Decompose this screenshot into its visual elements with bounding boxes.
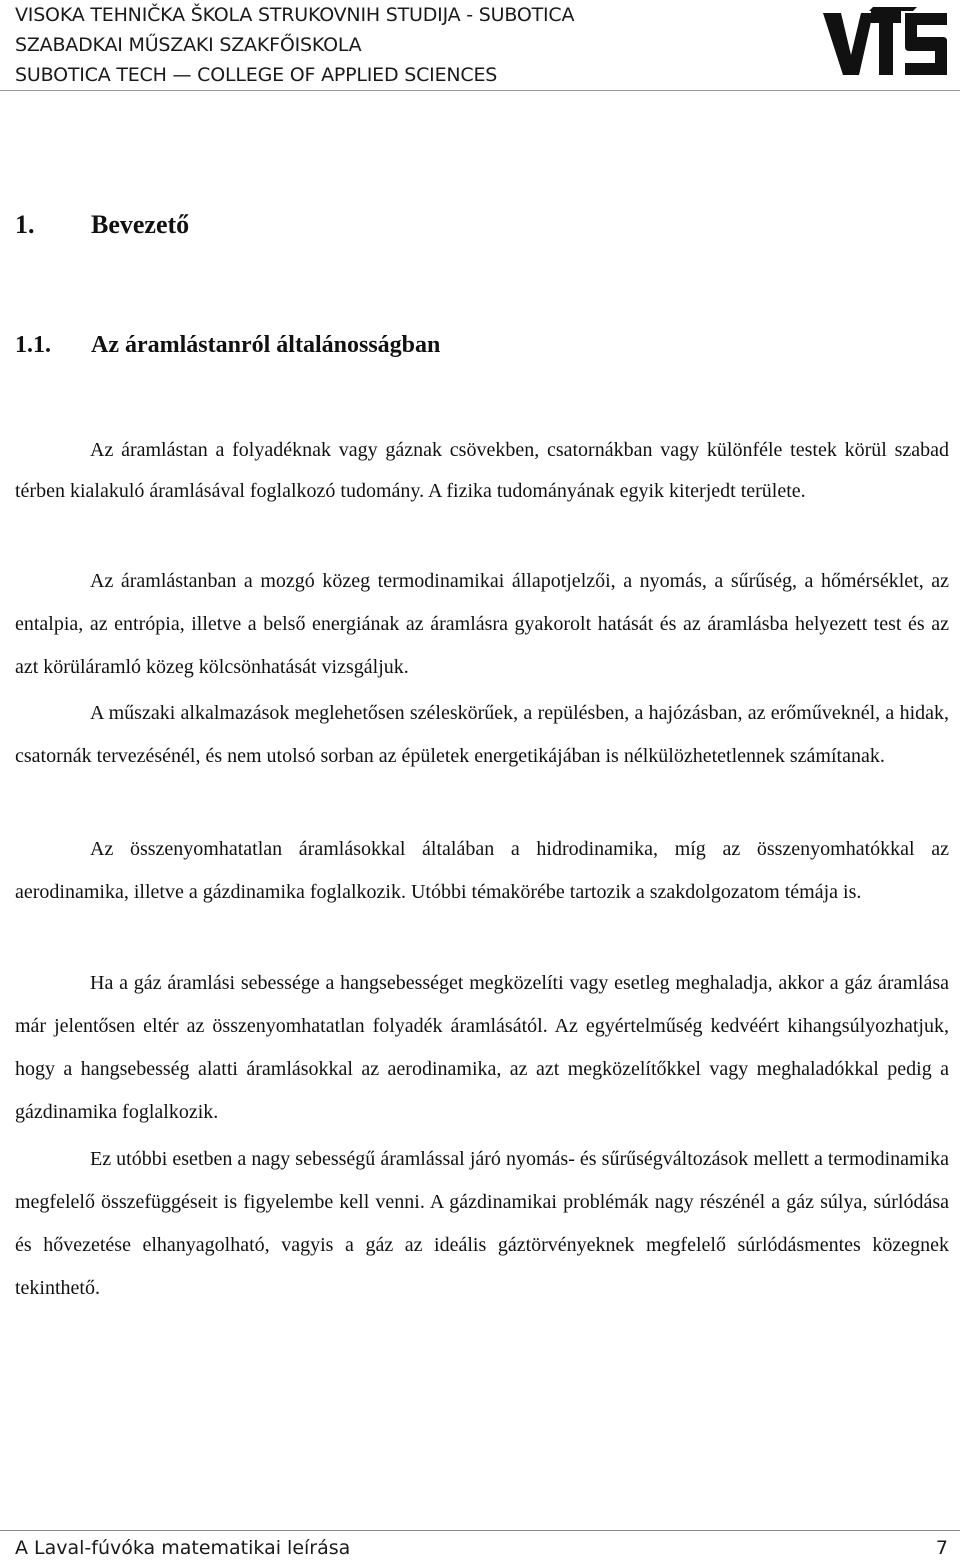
- institution-name-serbian: VISOKA TEHNIČKA ŠKOLA STRUKOVNIH STUDIJA - SUBOTICA: [15, 4, 575, 26]
- section-number: 1.: [15, 210, 35, 239]
- paragraph: Az áramlástan a folyadéknak vagy gáznak csövekben, csatornákban vagy különféle testek körül szabad térben kialakuló áramlásával foglalkozó tudomány. A fizika tudományának egyik kiterjedt területe.: [15, 439, 949, 502]
- subsection-heading: [15, 332, 440, 359]
- paragraph: Az áramlástanban a mozgó közeg termodinamikai állapotjelzői, a nyomás, a sűrűség, a hőmérséklet, az entalpia, az entrópia, illetve a belső energiának az áramlásra gyakorolt hatását és az áramlásba helyezett test és az azt körüláramló közeg kölcsönhatását vizsgáljuk.: [15, 570, 949, 678]
- subsection-title: Az áramlástanról általánosságban: [91, 332, 441, 358]
- subsection-number: 1.1.: [15, 332, 51, 358]
- paragraph: Az összenyomhatatlan áramlásokkal általában a hidrodinamika, míg az összenyomhatókkal az aerodinamika, illetve a gázdinamika foglalkozik. Utóbbi témakörébe tartozik a szakdolgozatom témája is.: [15, 838, 949, 903]
- section-title: Bevezető: [91, 210, 190, 239]
- section-heading: [15, 210, 189, 240]
- page-header: [0, 0, 960, 91]
- paragraph-block-4: [15, 828, 949, 914]
- paragraph: A műszaki alkalmazások meglehetősen széleskörűek, a repülésben, a hajózásban, az erőműveknél, a hidak, csatornák tervezésénél, és nem utolsó sorban az épületek energetikájában is nélkülözhetetlennek számítanak.: [15, 702, 949, 767]
- institution-name-hungarian: SZABADKAI MŰSZAKI SZAKFŐISKOLA: [15, 34, 362, 56]
- paragraph-block-6: [15, 1138, 949, 1310]
- institution-name: [15, 0, 574, 90]
- institution-name-english: SUBOTICA TECH — COLLEGE OF APPLIED SCIENCES: [15, 64, 498, 86]
- vts-logo: [821, 5, 949, 81]
- page-footer: [0, 1530, 960, 1565]
- page-number: 7: [935, 1537, 948, 1559]
- paragraph-block-5: [15, 962, 949, 1134]
- paragraph-block-1: [15, 430, 949, 512]
- paragraph: Ha a gáz áramlási sebessége a hangsebességet megközelíti vagy esetleg meghaladja, akkor a gáz áramlása már jelentősen eltér az összenyomhatatlan folyadék áramlásától. Az egyértelműség kedvéért kihangsúlyozhatjuk, hogy a hangsebesség alatti áramlásokkal az aerodinamika, az azt megközelítőkkel vagy meghaladókkal pedig a gázdinamika foglalkozik.: [15, 972, 949, 1123]
- paragraph-block-2: [15, 560, 949, 689]
- footer-document-title: A Laval-fúvóka matematikai leírása: [15, 1537, 351, 1559]
- paragraph: Ez utóbbi esetben a nagy sebességű áramlással járó nyomás- és sűrűségváltozások mellett a termodinamika megfelelő összefüggéseit is figyelembe kell venni. A gázdinamikai problémák nagy részénél a gáz súlya, súrlódása és hővezetése elhanyagolható, vagyis a gáz az ideális gáztörvényeknek megfelelő súrlódásmentes közegnek tekinthető.: [15, 1148, 949, 1299]
- paragraph-block-3: [15, 692, 949, 778]
